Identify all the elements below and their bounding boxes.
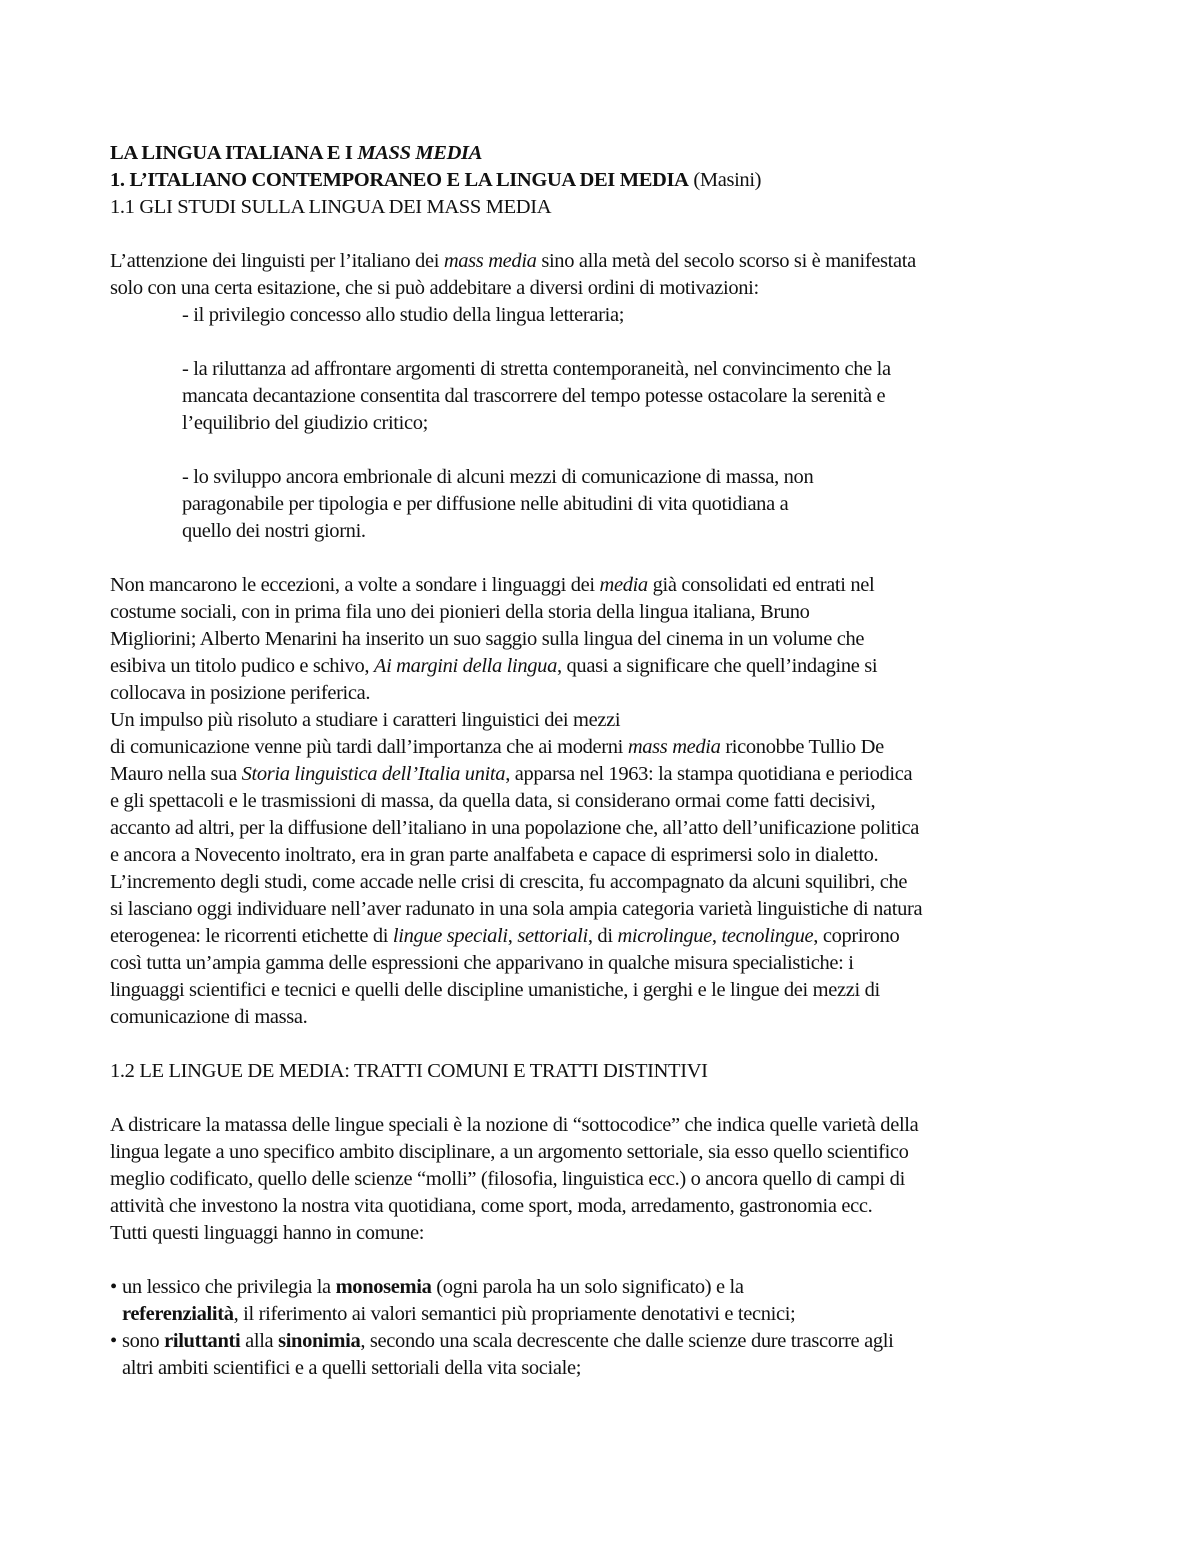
features-bullet-list: • un lessico che privilegia la monosemia (ogni parola ha un solo significato) e la referenzialità, il riferimento ai valori semantici più propriamente denotativi e tecnici; • sono riluttanti alla sinonimia, secondo una scala decrescente che dalle scienze dure trascorre agli altri ambiti scientifici e a quelli settoriali della vita sociale; (110, 1274, 1100, 1382)
list-item: - lo sviluppo ancora embrionale di alcuni mezzi di comunicazione di massa, non (182, 466, 814, 488)
paragraph-exceptions: Non mancarono le eccezioni, a volte a sondare i linguaggi dei media già consolidati ed entrati nel costume sociali, con in prima fila uno dei pionieri della storia della lingua italiana, Bruno Migliorini; Alberto Menarini ha inserito un suo saggio sulla lingua del cinema in un volume che esibiva un titolo pudico e schivo, Ai margini della lingua, quasi a significare che quell’indagine si collocava in posizione periferica. Un impulso più risoluto a studiare i caratteri linguistici dei mezzi di comunicazione venne più tardi dall’importanza che ai moderni mass media riconobbe Tullio De Mauro nella sua Storia linguistica dell’Italia unita, apparsa nel 1963: la stampa quotidiana e periodica e gli spettacoli e le trasmissioni di massa, da quella data, si considerano ormai come fatti decisivi, accanto ad altri, per la diffusione dell’italiano in una popolazione che, all’atto dell’unificazione politica e ancora a Novecento inoltrato, era in gran parte analfabeta e capace di esprimersi solo in dialetto. L’incremento degli studi, come accade nelle crisi di crescita, fu accompagnato da alcuni squilibri, che si lasciano oggi individuare nell’aver radunato in una sola ampia categoria varietà linguistiche di natura eterogenea: le ricorrenti etichette di lingue speciali, settoriali, di microlingue, tecnolingue, coprirono così tutta un’ampia gamma delle espressioni che apparivano in qualche misura specialistiche: i linguaggi scientifici e tecnici e quelli delle discipline umanistiche, i gerghi e le lingue dei mezzi di comunicazione di massa. (110, 574, 923, 1028)
list-item: - la riluttanza ad affrontare argomenti di stretta contemporaneità, nel convincimento che la (182, 358, 891, 380)
motivations-list: - il privilegio concesso allo studio della lingua letteraria; - la riluttanza ad affrontare argomenti di stretta contemporaneità, nel convincimento che la mancata decantazione consentita dal trascorrere del tempo potesse ostacolare la serenità e l’equilibrio del giudizio critico; - lo sviluppo ancora embrionale di alcuni mezzi di comunicazione di massa, non paragonabile per tipologia e per diffusione nelle abitudini di vita quotidiana a quello dei nostri giorni. (110, 302, 1100, 545)
document-page (110, 140, 1100, 1382)
paragraph-sottocodice: A districare la matassa delle lingue speciali è la nozione di “sottocodice” che indica quelle varietà della lingua legate a uno specifico ambito disciplinare, a un argomento settoriale, sia esso quello scientifico meglio codificato, quello delle scienze “molli” (filosofia, linguistica ecc.) o ancora quello di campi di attività che investono la nostra vita quotidiana, come sport, moda, arredamento, gastronomia ecc. Tutti questi linguaggi hanno in comune: (110, 1114, 919, 1244)
section-heading-1-1: 1.1 GLI STUDI SULLA LINGUA DEI MASS MEDIA (110, 196, 552, 218)
section-heading-1-2: 1.2 LE LINGUE DE MEDIA: TRATTI COMUNI E TRATTI DISTINTIVI (110, 1060, 708, 1082)
document-title: LA LINGUA ITALIANA E I MASS MEDIA (110, 142, 483, 164)
list-item: • un lessico che privilegia la monosemia (ogni parola ha un solo significato) e la (110, 1274, 1100, 1301)
list-item: • sono riluttanti alla sinonimia, secondo una scala decrescente che dalle scienze dure trascorre agli (110, 1328, 1100, 1355)
list-item: - il privilegio concesso allo studio della lingua letteraria; (182, 304, 625, 326)
chapter-heading: 1. L’ITALIANO CONTEMPORANEO E LA LINGUA DEI MEDIA (Masini) (110, 169, 762, 191)
paragraph-intro: L’attenzione dei linguisti per l’italiano dei mass media sino alla metà del secolo scorso si è manifestata solo con una certa esitazione, che si può addebitare a diversi ordini di motivazioni: (110, 250, 916, 299)
bullet-icon: • (110, 1330, 117, 1352)
bullet-icon: • (110, 1276, 117, 1298)
